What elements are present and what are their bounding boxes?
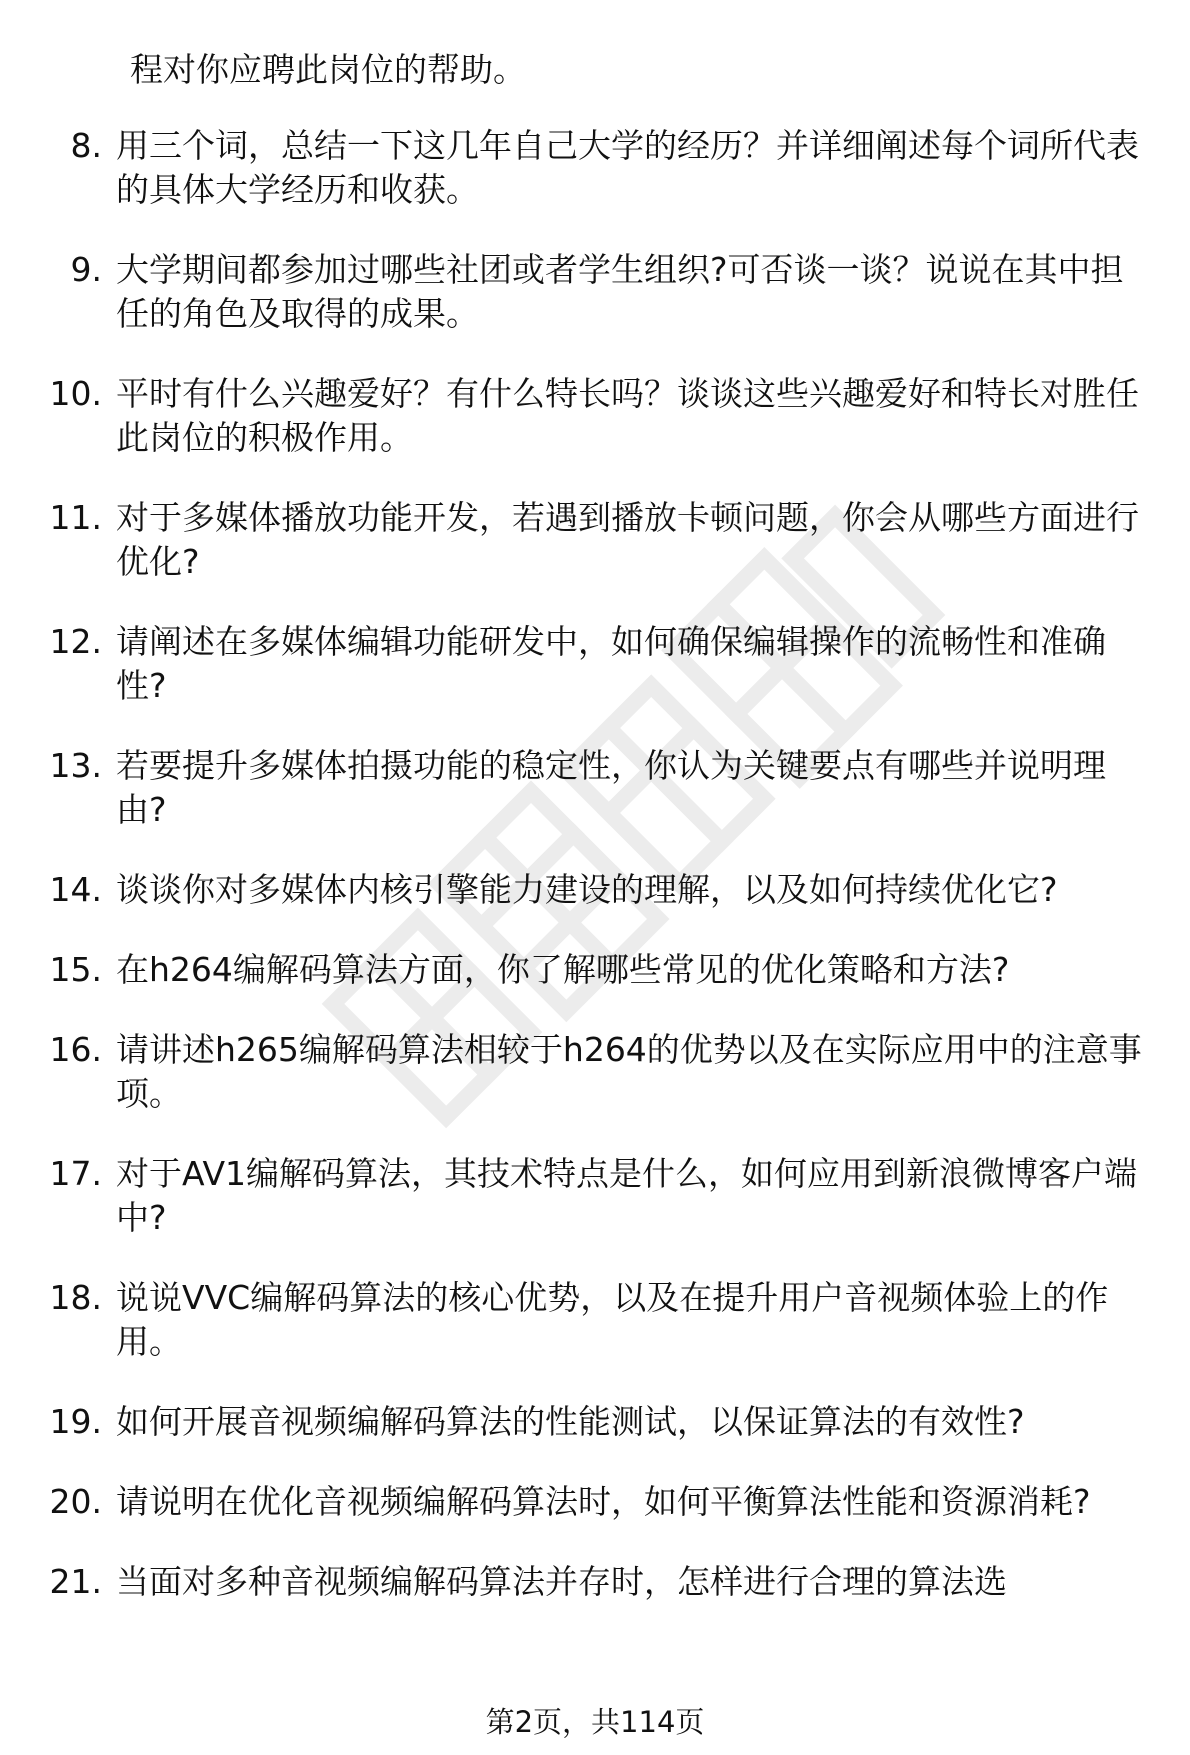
list-item <box>0 124 1190 212</box>
list-item <box>0 744 1190 832</box>
list-item <box>0 1480 1190 1524</box>
item-text: 请讲述h265编解码算法相较于h264的优势以及在实际应用中的注意事项。 <box>116 1030 1142 1113</box>
item-text: 谈谈你对多媒体内核引擎能力建设的理解，以及如何持续优化它? <box>116 870 1058 909</box>
item-number: 19. <box>49 1402 102 1441</box>
item-number: 8. <box>70 126 102 165</box>
item-number: 14. <box>49 870 102 909</box>
item-number: 20. <box>49 1482 102 1521</box>
item-number: 16. <box>49 1030 102 1069</box>
item-text: 在h264编解码算法方面，你了解哪些常见的优化策略和方法? <box>116 950 1010 989</box>
item-text: 对于多媒体播放功能开发，若遇到播放卡顿问题，你会从哪些方面进行优化? <box>116 498 1139 581</box>
list-item <box>0 248 1190 336</box>
item-number: 17. <box>49 1154 102 1193</box>
list-item <box>0 868 1190 912</box>
page-number-footer: 第2页，共114页 <box>485 1705 705 1739</box>
item-text: 平时有什么兴趣爱好？有什么特长吗？谈谈这些兴趣爱好和特长对胜任此岗位的积极作用。 <box>116 374 1139 457</box>
item-text: 请阐述在多媒体编辑功能研发中，如何确保编辑操作的流畅性和准确性? <box>116 622 1106 705</box>
item-text: 用三个词，总结一下这几年自己大学的经历？并详细阐述每个词所代表的具体大学经历和收获。 <box>116 126 1139 209</box>
list-item <box>0 1152 1190 1240</box>
list-item <box>0 948 1190 992</box>
continued-line: 程对你应聘此岗位的帮助。 <box>130 50 526 89</box>
item-number: 10. <box>49 374 102 413</box>
list-item <box>0 1028 1190 1116</box>
question-list <box>0 124 1190 1640</box>
item-number: 18. <box>49 1278 102 1317</box>
item-text: 对于AV1编解码算法，其技术特点是什么，如何应用到新浪微博客户端中? <box>116 1154 1138 1237</box>
list-item <box>0 496 1190 584</box>
list-item <box>0 1400 1190 1444</box>
item-number: 12. <box>49 622 102 661</box>
item-text: 请说明在优化音视频编解码算法时，如何平衡算法性能和资源消耗? <box>116 1482 1091 1521</box>
item-text: 说说VVC编解码算法的核心优势，以及在提升用户音视频体验上的作用。 <box>116 1278 1109 1361</box>
item-text: 当面对多种音视频编解码算法并存时，怎样进行合理的算法选 <box>116 1562 1007 1601</box>
item-number: 11. <box>49 498 102 537</box>
item-number: 9. <box>70 250 102 289</box>
list-item <box>0 1276 1190 1364</box>
item-text: 如何开展音视频编解码算法的性能测试，以保证算法的有效性? <box>116 1402 1025 1441</box>
item-text: 若要提升多媒体拍摄功能的稳定性，你认为关键要点有哪些并说明理由? <box>116 746 1106 829</box>
list-item <box>0 372 1190 460</box>
item-text: 大学期间都参加过哪些社团或者学生组织?可否谈一谈？说说在其中担任的角色及取得的成果。 <box>116 250 1124 333</box>
item-number: 13. <box>49 746 102 785</box>
item-number: 21. <box>49 1562 102 1601</box>
item-number: 15. <box>49 950 102 989</box>
list-item <box>0 1560 1190 1604</box>
list-item <box>0 620 1190 708</box>
